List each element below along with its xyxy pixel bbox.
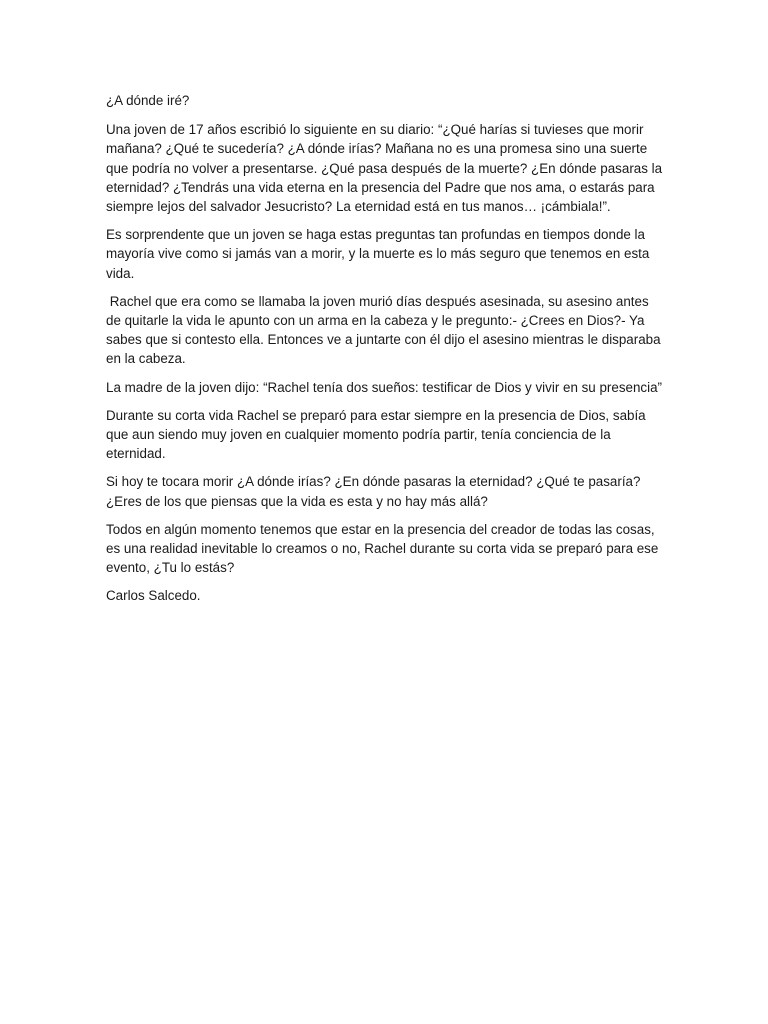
paragraph-mother-quote: La madre de la joven dijo: “Rachel tenía dos sueños: testificar de Dios y vivir en su presencia” xyxy=(106,379,662,395)
paragraph-preparation: Durante su corta vida Rachel se preparó para estar siempre en la presencia de Dios, sabía que aun siendo muy joven en cualquier momento podría partir, tenía conciencia de la eternidad. xyxy=(106,407,646,462)
document-title: ¿A dónde iré? xyxy=(106,93,190,108)
author-signature: Carlos Salcedo. xyxy=(106,588,201,604)
paragraph-diary: Una joven de 17 años escribió lo siguiente en su diario: “¿Qué harías si tuvieses que morir mañana? ¿Qué te sucedería? ¿A dónde irías? Mañana no es una promesa sino una suerte que podría no volver a presentarse. ¿Qué pasa después de la muerte? ¿En dónde pasaras la eternidad? ¿Tendrás una vida eterna en la presencia del Padre que nos ama, o estarás para siempre lejos del salvador Jesucristo? La eternidad está en tus manos… ¡cámbiala!”. xyxy=(106,122,663,215)
document-body xyxy=(106,91,666,615)
paragraph-rachel-death: Rachel que era como se llamaba la joven murió días después asesinada, su asesino antes de quitarle la vida le apunto con un arma en la cabeza y le pregunto:- ¿Crees en Dios?- Ya sabes que si contesto ella. Entonces ve a juntarte con él dijo el asesino mientras le disparaba en la cabeza. xyxy=(106,293,665,367)
paragraph-questions: Si hoy te tocara morir ¿A dónde irías? ¿En dónde pasaras la eternidad? ¿Qué te pasaría? ¿Eres de los que piensas que la vida es esta y no hay más allá? xyxy=(106,474,641,509)
paragraph-surprise: Es sorprendente que un joven se haga estas preguntas tan profundas en tiempos donde la mayoría vive como si jamás van a morir, y la muerte es lo más seguro que tenemos en esta vida. xyxy=(106,227,650,281)
paragraph-conclusion: Todos en algún momento tenemos que estar en la presencia del creador de todas las cosas, es una realidad inevitable lo creamos o no, Rachel durante su corta vida se preparó para ese evento, ¿Tu lo estás? xyxy=(106,521,659,576)
